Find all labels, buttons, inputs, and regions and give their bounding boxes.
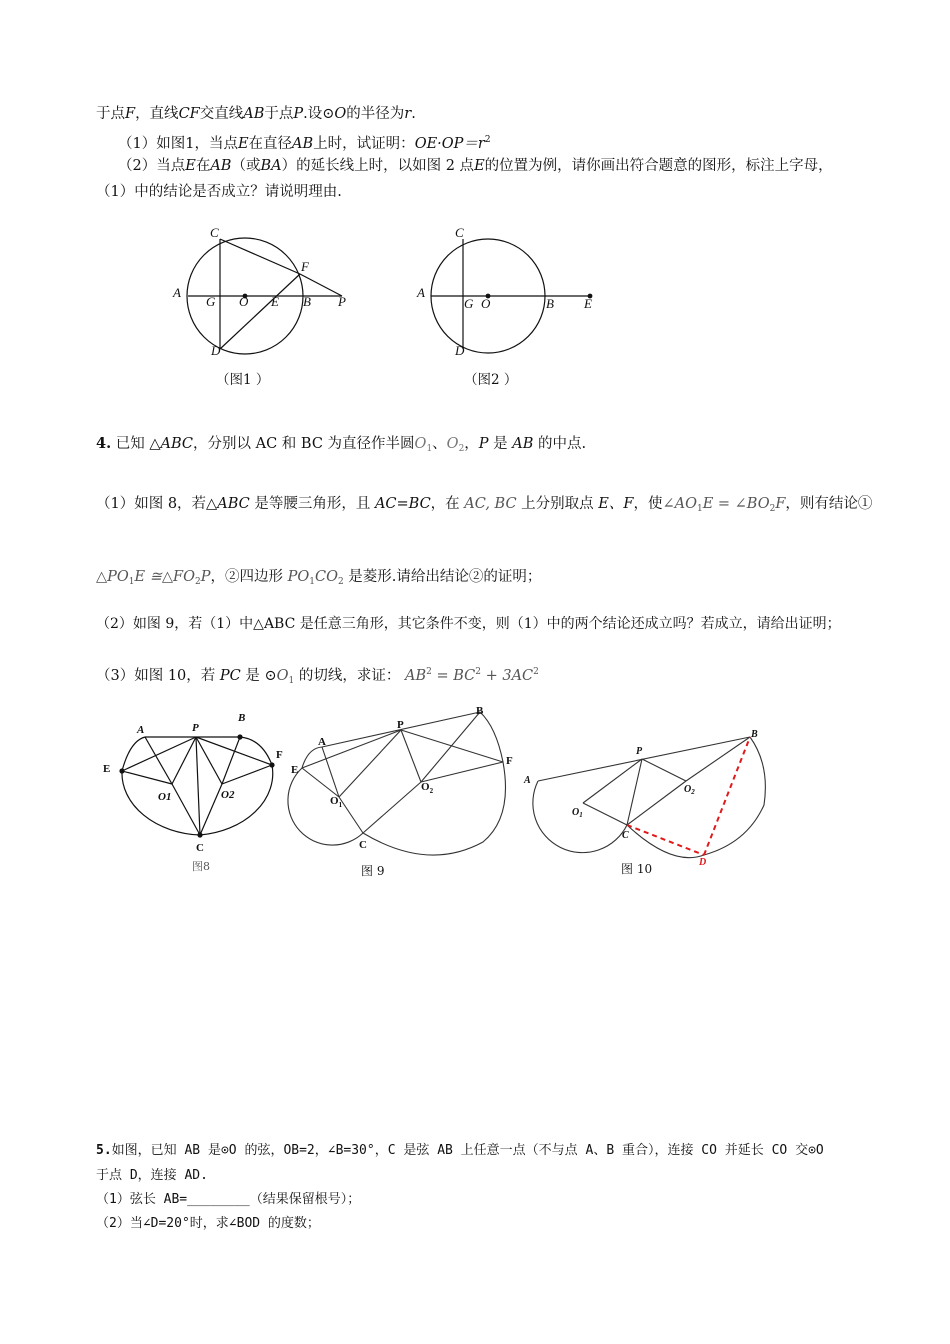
fig8-label-O2: O2 xyxy=(221,789,235,801)
fig2-label-D: D xyxy=(455,343,465,358)
fig1-label-O: O xyxy=(239,294,249,309)
fig9-label-P: P xyxy=(397,719,404,731)
p5-line2: 于点 D，连接 AD. xyxy=(96,1168,208,1183)
fig10-label-P: P xyxy=(636,746,643,757)
fig10-caption: 图 10 xyxy=(621,862,653,876)
p3-question-2: （2）当点E在AB（或BA）的延长线上时，以如图 2 点E的位置为例，请你画出符合题意的图形，标注上字母， xyxy=(118,158,833,174)
fig10-label-O1: $O_1$ xyxy=(572,807,583,819)
p5-line4: （2）当∠D=20°时，求∠BOD 的度数； xyxy=(96,1216,320,1231)
fig8-label-O1: O1 xyxy=(158,791,172,803)
figure-8 xyxy=(100,705,290,855)
fig2-label-B: B xyxy=(546,296,554,311)
fig9-label-A: A xyxy=(318,736,326,748)
fig9-label-C: C xyxy=(359,839,367,851)
fig9-label-B: B xyxy=(476,705,484,717)
figure-10 xyxy=(522,725,772,875)
figure-9 xyxy=(288,702,518,872)
fig8-label-B: B xyxy=(238,712,246,724)
p3-line1: 于点F，直线CF交直线AB于点P.设⊙O的半径为r. xyxy=(96,106,416,122)
fig8-label-A: A xyxy=(137,724,145,736)
p4-line4: （2）如图 9，若（1）中△ABC 是任意三角形，其它条件不变，则（1）中的两个结论还成立吗？若成立，请给出证明； xyxy=(96,616,841,632)
fig8-label-F: F xyxy=(276,749,283,761)
fig8-label-P: P xyxy=(192,722,199,734)
fig2-label-O: O xyxy=(481,296,491,311)
fig2-caption: （图2 ） xyxy=(464,372,518,388)
fig2-label-A: A xyxy=(417,285,425,300)
fig1-label-C: C xyxy=(210,225,219,240)
fig1-label-E: E xyxy=(271,294,279,309)
fig1-label-B: B xyxy=(303,294,311,309)
fig2-label-E: E xyxy=(584,296,592,311)
fig10-label-D: D xyxy=(699,857,707,868)
fig8-caption: 图8 xyxy=(192,860,210,873)
figure-1 xyxy=(170,225,370,365)
fig8-label-E: E xyxy=(103,763,111,775)
fig1-label-F: F xyxy=(301,259,309,274)
fig10-label-B: B xyxy=(751,729,758,740)
fig10-label-A: A xyxy=(524,775,531,786)
fig2-label-C: C xyxy=(455,225,464,240)
fig10-label-C: C xyxy=(622,830,629,841)
fig9-label-E: E xyxy=(291,764,299,776)
fig1-label-A: A xyxy=(173,285,181,300)
p4-line5: （3）如图 10，若 PC 是 $⊙O_1$ 的切线，求证： $AB^2 = BC^2 + 3AC^2$ xyxy=(96,667,539,686)
fig1-label-P: P xyxy=(338,294,346,309)
p5-line3: （1）弦长 AB=________（结果保留根号）； xyxy=(96,1192,361,1207)
fig1-label-D: D xyxy=(211,343,221,358)
fig2-label-G: G xyxy=(464,296,474,311)
fig1-label-G: G xyxy=(206,294,216,309)
fig9-label-O1: $O_1$ xyxy=(330,795,343,809)
p4-line3: $\triangle PO_1E$ $≅\triangle FO_2P$，②四边形 $PO_1CO_2$ 是菱形.请给出结论②的证明； xyxy=(96,569,542,587)
p4-line1: 4. 已知 △ABC，分别以 AC 和 BC 为直径作半圆$O_1$、$O_2$，P 是 AB 的中点. xyxy=(96,435,587,454)
p4-line2: （1）如图 8，若△ABC 是等腰三角形，且 AC=BC，在 AC, BC 上分别取点 E、F，使$\angle AO_1E$ = $\angle BO_2F$，则有结论① xyxy=(96,496,873,514)
fig9-caption: 图 9 xyxy=(361,864,385,878)
fig10-label-O2: $O_2$ xyxy=(684,784,695,796)
p3-question-1: （1）如图1，当点E在直径AB上时，试证明：$OE\cdot OP=r^2$ xyxy=(118,135,491,152)
fig8-label-C: C xyxy=(196,842,204,854)
fig9-label-F: F xyxy=(506,755,513,767)
p3-question-2-cont: （1）中的结论是否成立？请说明理由. xyxy=(96,184,342,200)
figure-2 xyxy=(415,225,615,365)
fig1-caption: （图1 ） xyxy=(216,372,270,388)
fig9-label-O2: $O_2$ xyxy=(421,781,434,795)
p5-line1: 5.如图，已知 AB 是⊙O 的弦，OB=2，∠B=30°，C 是弦 AB 上任意一点（不与点 A、B 重合），连接 CO 并延长 CO 交⊙O xyxy=(96,1143,824,1158)
